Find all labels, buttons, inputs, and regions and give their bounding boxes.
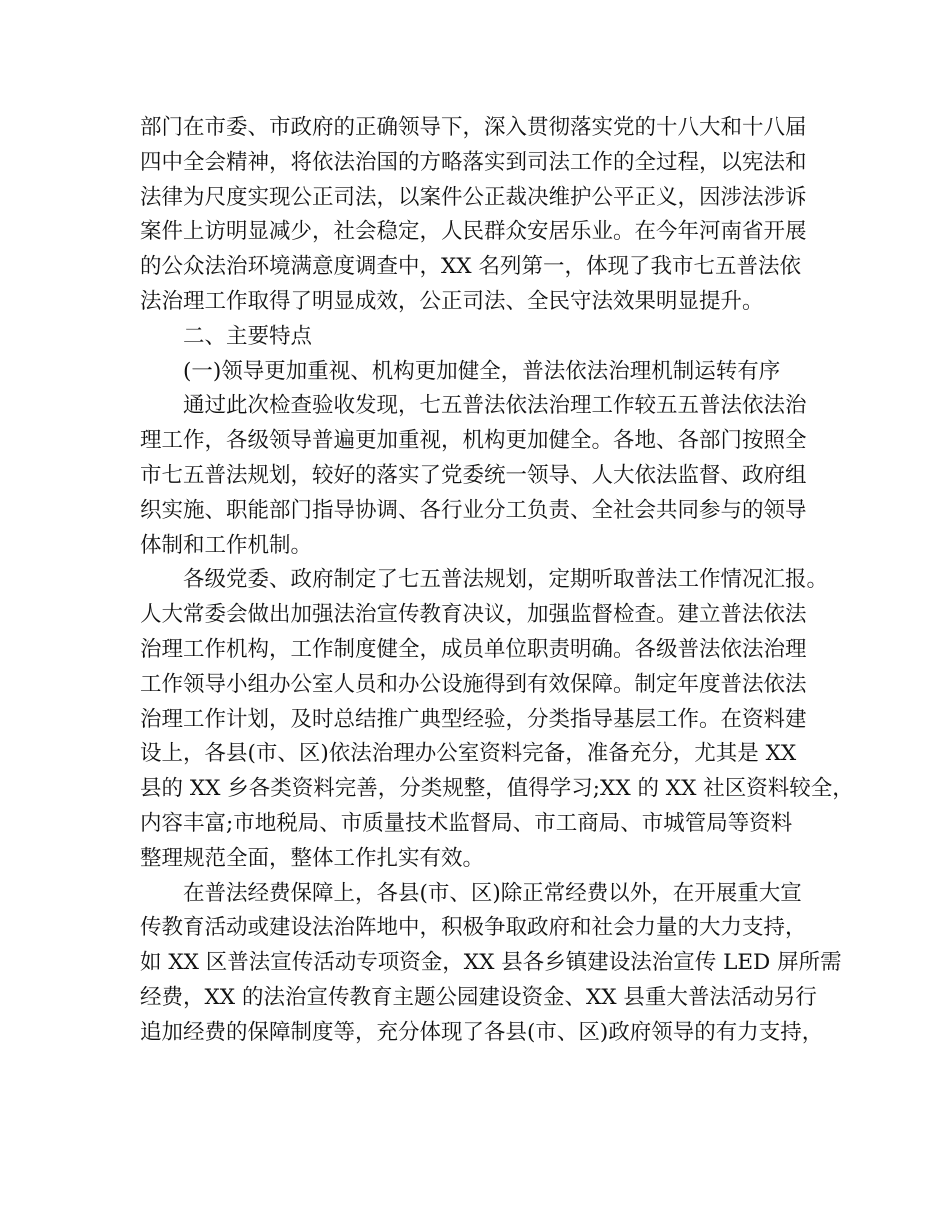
text-line: 工作领导小组办公室人员和办公设施得到有效保障。制定年度普法依法 — [140, 671, 807, 697]
text-line: 人大常委会做出加强法治宣传教育决议，加强监督检查。建立普法依法 — [140, 602, 807, 628]
paragraph-start-line: 各级党委、政府制定了七五普法规划，定期听取普法工作情况汇报。 — [183, 567, 829, 593]
text-line: 传教育活动或建设法治阵地中，积极争取政府和社会力量的大力支持， — [140, 915, 807, 941]
paragraph-start-line: 在普法经费保障上，各县(市、区)除正常经费以外，在开展重大宣 — [183, 880, 802, 906]
text-line: 治理工作计划，及时总结推广典型经验，分类指导基层工作。在资料建 — [140, 706, 807, 732]
text-line: 治理工作机构，工作制度健全，成员单位职责明确。各级普法依法治理 — [140, 636, 807, 662]
text-line: 四中全会精神，将依法治国的方略落实到司法工作的全过程，以宪法和 — [140, 149, 807, 175]
text-line: 理工作，各级领导普遍更加重视，机构更加健全。各地、各部门按照全 — [140, 428, 807, 454]
text-line: 内容丰富;市地税局、市质量技术监督局、市工商局、市城管局等资料 — [140, 810, 793, 836]
text-line: 追加经费的保障制度等，充分体现了各县(市、区)政府领导的有力支持， — [140, 1019, 824, 1045]
text-line: 整理规范全面，整体工作扎实有效。 — [140, 845, 485, 871]
subsection-heading: (一)领导更加重视、机构更加健全，普法依法治理机制运转有序 — [183, 358, 781, 384]
document-body — [140, 111, 854, 1051]
text-line: 经费，XX 的法治宣传教育主题公园建设资金、XX 县重大普法活动另行 — [140, 984, 817, 1010]
paragraph-start-line: 通过此次检查验收发现，七五普法依法治理工作较五五普法依法治 — [183, 393, 807, 419]
text-line: 市七五普法规划，较好的落实了党委统一领导、人大依法监督、政府组 — [140, 462, 807, 488]
text-line: 体制和工作机制。 — [140, 532, 313, 558]
text-line: 法治理工作取得了明显成效，公正司法、全民守法效果明显提升。 — [140, 288, 764, 314]
text-line: 案件上访明显减少，社会稳定，人民群众安居乐业。在今年河南省开展 — [140, 219, 807, 245]
text-line: 如 XX 区普法宣传活动专项资金，XX 县各乡镇建设法治宣传 LED 屏所需 — [140, 950, 842, 976]
section-heading: 二、主要特点 — [183, 323, 313, 349]
text-line: 织实施、职能部门指导协调、各行业分工负责、全社会共同参与的领导 — [140, 497, 807, 523]
text-line: 设上，各县(市、区)依法治理办公室资料完备，准备充分，尤其是 XX — [140, 741, 797, 767]
text-line: 的公众法治环境满意度调查中，XX 名列第一，体现了我市七五普法依 — [140, 254, 801, 280]
text-line: 县的 XX 乡各类资料完善，分类规整，值得学习;XX 的 XX 社区资料较全， — [140, 776, 854, 802]
text-line: 法律为尺度实现公正司法，以案件公正裁决维护公平正义，因涉法涉诉 — [140, 184, 807, 210]
text-line: 部门在市委、市政府的正确领导下，深入贯彻落实党的十八大和十八届 — [140, 115, 807, 140]
